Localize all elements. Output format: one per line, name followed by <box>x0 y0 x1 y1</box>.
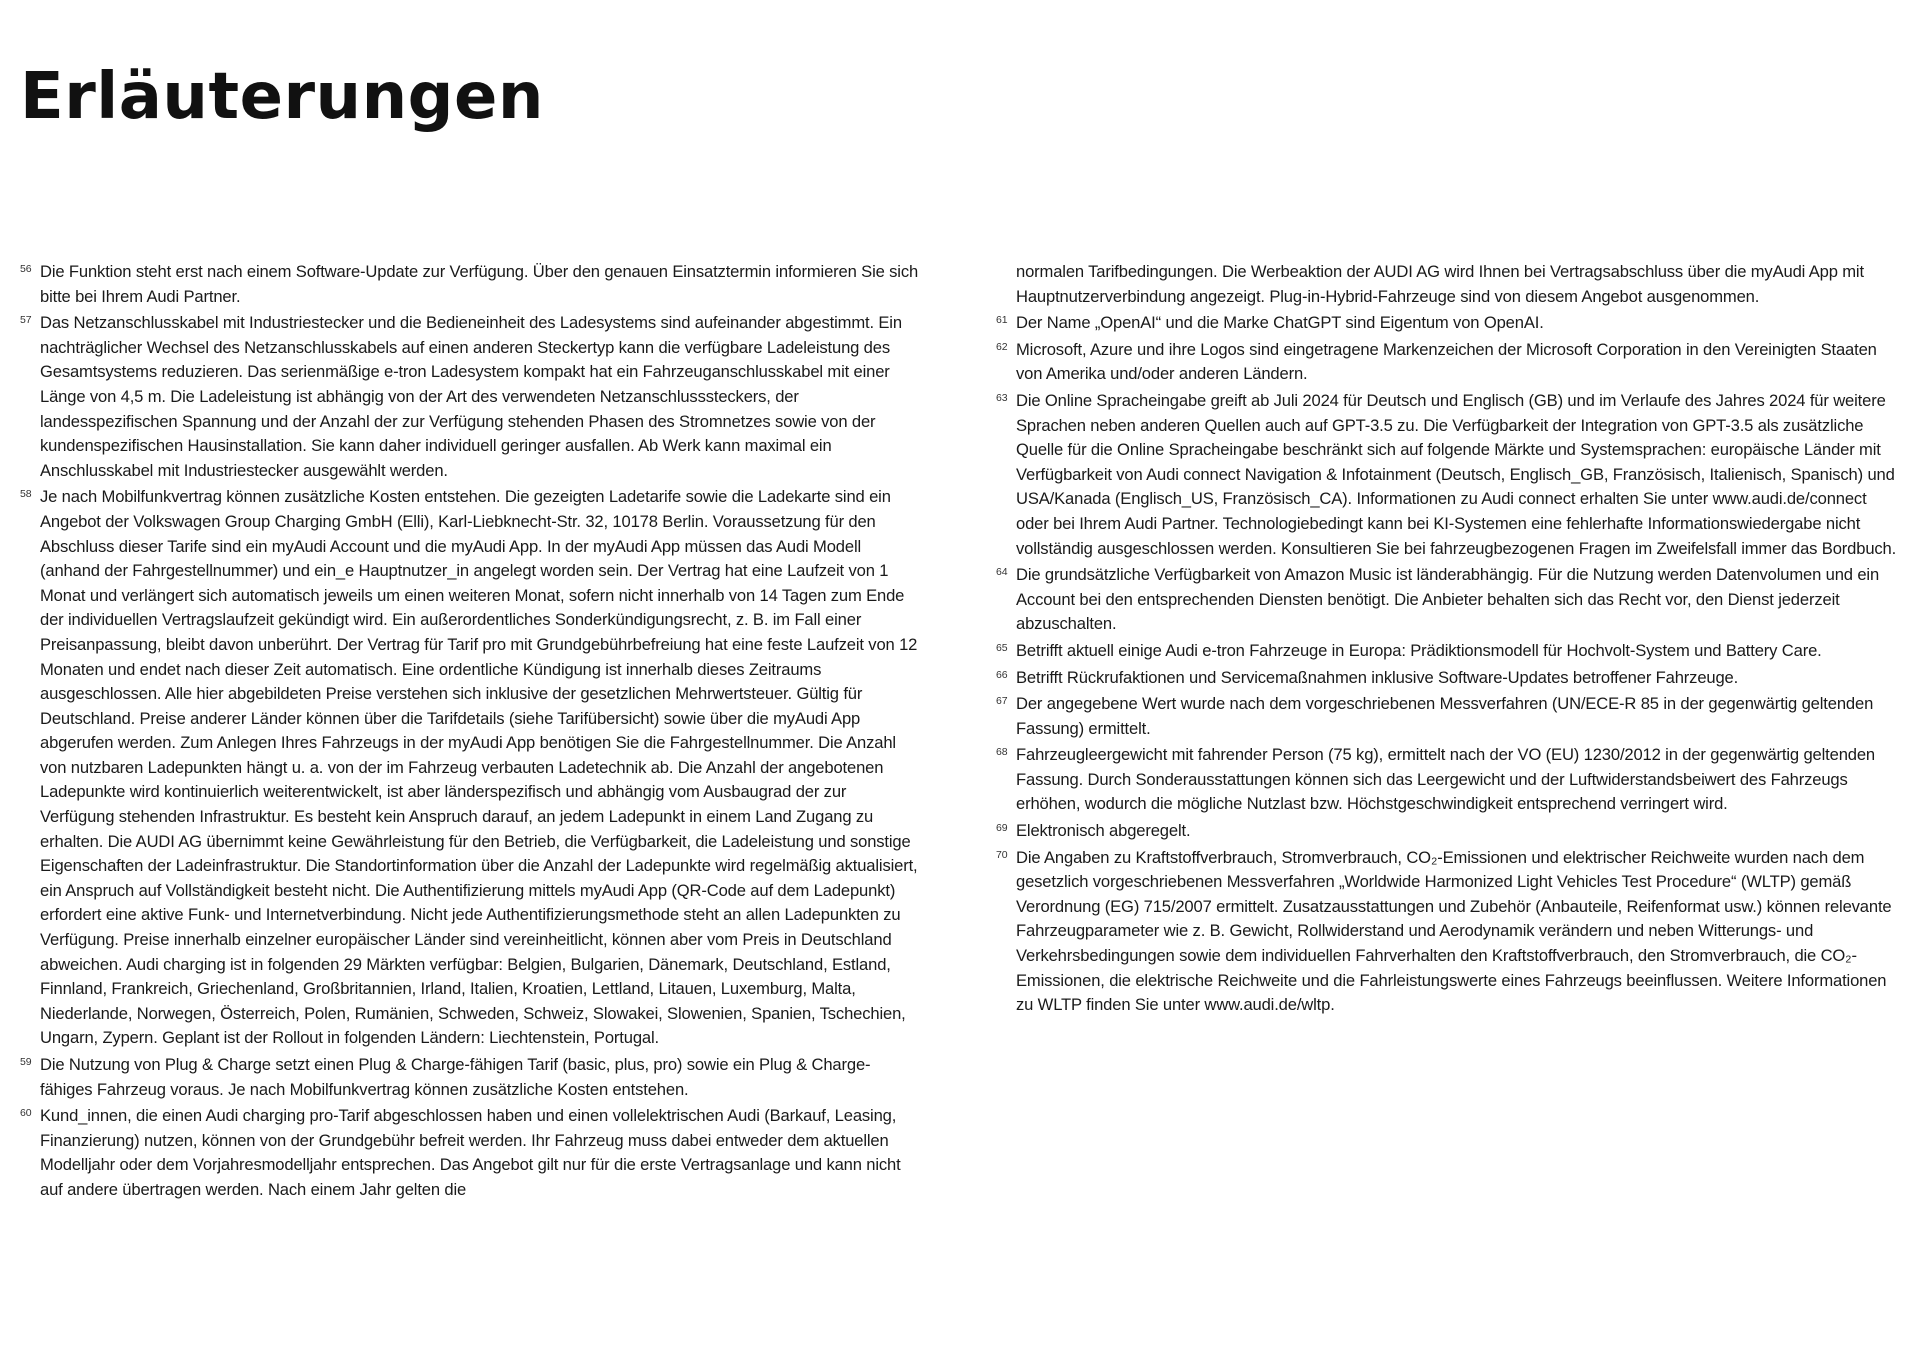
footnote-number: 67 <box>996 695 1008 708</box>
footnote-number: 63 <box>996 391 1008 404</box>
footnote-text: Das Netzanschlusskabel mit Industriestecker und die Bedieneinheit des Ladesystems sind aufeinander abgestimmt. Ein nachträglicher Wechsel des Netzanschlusskabels auf einen anderen Steckertyp kann die verfügbare Ladeleistung des Gesamtsystems reduzieren. Das serienmäßige e-tron Ladesystem kompakt hat ein Fahrzeuganschlusskabel mit einer Länge von 4,5 m. Die Ladeleistung ist abhängig von der Art des verwendeten Netzanschlusssteckers, der landesspezifischen Spannung und der Anzahl der zur Verfügung stehenden Phasen des Stromnetzes sowie von der kundenspezifischen Hausinstallation. Sie kann daher individuell geringer ausfallen. Ab Werk kann maximal ein Anschlusskabel mit Industriestecker ausgewählt werden. <box>40 313 902 480</box>
footnote <box>996 563 1900 637</box>
footnotes-right-column <box>996 260 1900 1020</box>
footnote <box>996 692 1900 741</box>
footnote-number: 60 <box>20 1107 32 1120</box>
footnote-number: 65 <box>996 641 1008 654</box>
footnote-number: 57 <box>20 314 32 327</box>
footnote-text: Fahrzeugleergewicht mit fahrender Person (75 kg), ermittelt nach der VO (EU) 1230/2012 in der gegenwärtig geltenden Fassung. Durch Sonderausstattungen können sich das Leergewicht und der Luftwiderstandsbeiwert des Fahrzeugs erhöhen, wodurch die mögliche Nutzlast bzw. Höchstgeschwindigkeit entsprechend verringert wird. <box>1016 745 1876 814</box>
footnote-text: Elektronisch abgeregelt. <box>1016 821 1191 841</box>
footnote <box>20 1104 920 1202</box>
footnote-text: Die grundsätzliche Verfügbarkeit von Amazon Music ist länderabhängig. Für die Nutzung werden Datenvolumen und ein Account bei den entsprechenden Diensten benötigt. Die Anbieter behalten sich das Recht vor, den Dienst jederzeit abzuschalten. <box>1016 565 1880 634</box>
footnote-number: 58 <box>20 488 32 501</box>
footnote-text: Die Nutzung von Plug & Charge setzt einen Plug & Charge-fähigen Tarif (basic, plus, pro) sowie ein Plug & Charge-fähiges Fahrzeug voraus. Je nach Mobilfunkvertrag können zusätzliche Kosten entstehen. <box>40 1055 871 1099</box>
footnote-number: 62 <box>996 340 1008 353</box>
footnote <box>996 639 1900 664</box>
footnote-number: 69 <box>996 822 1008 835</box>
footnote <box>996 389 1900 561</box>
footnote <box>996 338 1900 387</box>
footnote-text: Die Online Spracheingabe greift ab Juli 2024 für Deutsch und Englisch (GB) und im Verlaufe des Jahres 2024 für weitere Sprachen neben anderen Quellen auch auf GPT-3.5 zu. Die Verfügbarkeit der Integration von GPT-3.5 als zusätzliche Quelle für die Online Spracheingabe beschränkt sich auf folgende Märkte und Systemsprachen: europäische Länder mit Verfügbarkeit von Audi connect Navigation & Infotainment (Deutsch, Englisch_GB, Französisch, Italienisch, Spanisch) und USA/Kanada (Englisch_US, Französisch_CA). Informationen zu Audi connect erhalten Sie unter www.audi.de/connect oder bei Ihrem Audi Partner. Technologiebedingt kann bei KI-Systemen eine fehlerhafte Informationswiedergabe nicht vollständig ausgeschlossen werden. Konsultieren Sie bei fahrzeugbezogenen Fragen im Zweifelsfall immer das Bordbuch. <box>1016 390 1897 558</box>
footnote-number: 66 <box>996 668 1008 681</box>
footnote-text: Die Angaben zu Kraftstoffverbrauch, Stromverbrauch, CO₂-Emissionen und elektrischer Reichweite wurden nach dem gesetzlich vorgeschriebenen Messverfahren „Worldwide Harmonized Light Vehicles Test Procedure“ (WLTP) gemäß Verordnung (EG) 715/2007 ermittelt. Zusatzausstattungen und Zubehör (Anbauteile, Reifenformat usw.) können relevante Fahrzeugparameter wie z. B. Gewicht, Rollwiderstand und Aerodynamik verändern und neben Witterungs- und Verkehrsbedingungen sowie dem individuellen Fahrverhalten den Kraftstoffverbrauch, den Stromverbrauch, die CO₂-Emissionen, die elektrische Reichweite und die Fahrleistungswerte eines Fahrzeugs beeinflussen. Weitere Informationen zu WLTP finden Sie unter www.audi.de/wltp. <box>1016 847 1892 1015</box>
footnotes-left-column <box>20 260 920 1205</box>
footnote-number: 64 <box>996 566 1008 579</box>
footnote-text: Kund_innen, die einen Audi charging pro-Tarif abgeschlossen haben und einen vollelektrischen Audi (Barkauf, Leasing, Finanzierung) nutzen, können von der Grundgebühr befreit werden. Ihr Fahrzeug muss dabei entweder dem aktuellen Modelljahr oder dem Vorjahresmodelljahr entsprechen. Das Angebot gilt nur für die erste Vertragsanlage und kann nicht auf andere übertragen werden. Nach einem Jahr gelten die <box>40 1106 901 1199</box>
footnote <box>20 311 920 483</box>
footnote-number: 61 <box>996 314 1008 327</box>
footnote-text: Betrifft Rückrufaktionen und Servicemaßnahmen inklusive Software-Updates betroffener Fahrzeuge. <box>1016 667 1739 687</box>
footnote-text: Der angegebene Wert wurde nach dem vorgeschriebenen Messverfahren (UN/ECE-R 85 in der gegenwärtig geltenden Fassung) ermittelt. <box>1016 694 1874 738</box>
footnote-text: Betrifft aktuell einige Audi e-tron Fahrzeuge in Europa: Prädiktionsmodell für Hochvolt-System und Battery Care. <box>1016 640 1822 660</box>
footnote <box>20 1053 920 1102</box>
footnote-text: normalen Tarifbedingungen. Die Werbeaktion der AUDI AG wird Ihnen bei Vertragsabschluss über die myAudi App mit Hauptnutzerverbindung angezeigt. Plug-in-Hybrid-Fahrzeuge sind von diesem Angebot ausgenommen. <box>1016 262 1864 306</box>
footnote <box>996 743 1900 817</box>
footnote-number: 68 <box>996 746 1008 759</box>
footnote <box>20 485 920 1051</box>
footnote-text: Je nach Mobilfunkvertrag können zusätzliche Kosten entstehen. Die gezeigten Ladetarife sowie die Ladekarte sind ein Angebot der Volkswagen Group Charging GmbH (Elli), Karl-Liebknecht-Str. 32, 10178 Berlin. Voraussetzung für den Abschluss dieser Tarife sind ein myAudi Account und die myAudi App. In der myAudi App müssen das Audi Modell (anhand der Fahrgestellnummer) und ein_e Hauptnutzer_in angelegt worden sein. Der Vertrag hat eine Laufzeit von 1 Monat und verlängert sich automatisch jeweils um einen weiteren Monat, sofern nicht innerhalb von 14 Tagen zum Ende der individuellen Vertragslaufzeit gekündigt wird. Ein außerordentliches Sonderkündigungsrecht, z. B. im Fall einer Preisanpassung, bleibt davon unberührt. Der Vertrag für Tarif pro mit Grundgebührbefreiung hat eine feste Laufzeit von 12 Monaten und endet nach dieser Zeit automatisch. Eine ordentliche Kündigung ist innerhalb dieses Zeitraums ausgeschlossen. Alle hier abgebildeten Preise verstehen sich inklusive der gesetzlichen Mehrwertsteuer. Gültig für Deutschland. Preise anderer Länder können über die Tarifdetails (siehe Tarifübersicht) sowie über die myAudi App abgerufen werden. Zum Anlegen Ihres Fahrzeugs in der myAudi App benötigen Sie die Fahrgestellnummer. Die Anzahl von nutzbaren Ladepunkten hängt u. a. von der im Fahrzeug verbauten Ladetechnik ab. Die Anzahl der angebotenen Ladepunkte wird kontinuierlich weiterentwickelt, ist aber länderspezifisch und abhängig vom Ausbaugrad der zur Verfügung stehenden Infrastruktur. Es besteht kein Anspruch darauf, an jedem Ladepunkt in einem Land Zugang zu erhalten. Die AUDI AG übernimmt keine Gewährleistung für den Betrieb, die Verfügbarkeit, die Ladeleistung und sonstige Eigenschaften der Ladeinfrastruktur. Die Standortinformation über die Anzahl der Ladepunkte wird regelmäßig aktualisiert, ein Anspruch auf Vollständigkeit besteht nicht. Die Authentifizierung mittels myAudi App (QR-Code auf dem Ladepunkt) erfordert eine aktive Funk- und Internetverbindung. Nicht jede Authentifizierungsmethode steht an allen Ladepunkten zu Verfügung. Preise innerhalb einzelner europäischer Länder sind vereinheitlicht, können aber vom Preis in Deutschland abweichen. Audi charging ist in folgenden 29 Märkten verfügbar: Belgien, Bulgarien, Dänemark, Deutschland, Estland, Finnland, Frankreich, Griechenland, Großbritannien, Irland, Italien, Kroatien, Lettland, Litauen, Luxemburg, Malta, Niederlande, Norwegen, Österreich, Polen, Rumänien, Schweden, Schweiz, Slowakei, Slowenien, Spanien, Tschechien, Ungarn, Zypern. Geplant ist der Rollout in folgenden Ländern: Liechtenstein, Portugal. <box>40 487 918 1048</box>
footnote <box>996 846 1900 1018</box>
footnote-number: 70 <box>996 848 1008 861</box>
page-title: Erläuterungen <box>20 60 544 134</box>
footnote-number: 56 <box>20 263 32 275</box>
footnote-text: Die Funktion steht erst nach einem Software-Update zur Verfügung. Über den genauen Einsatztermin informieren Sie sich bitte bei Ihrem Audi Partner. <box>40 262 919 306</box>
footnote <box>20 260 920 309</box>
footnote <box>996 666 1900 691</box>
footnote <box>996 260 1900 309</box>
footnote-text: Der Name „OpenAI“ und die Marke ChatGPT sind Eigentum von OpenAI. <box>1016 313 1544 333</box>
footnote <box>996 819 1900 844</box>
footnote-text: Microsoft, Azure und ihre Logos sind eingetragene Markenzeichen der Microsoft Corporation in den Vereinigten Staaten von Amerika und/oder anderen Ländern. <box>1016 339 1877 384</box>
footnote <box>996 311 1900 336</box>
footnote-number: 59 <box>20 1056 32 1068</box>
